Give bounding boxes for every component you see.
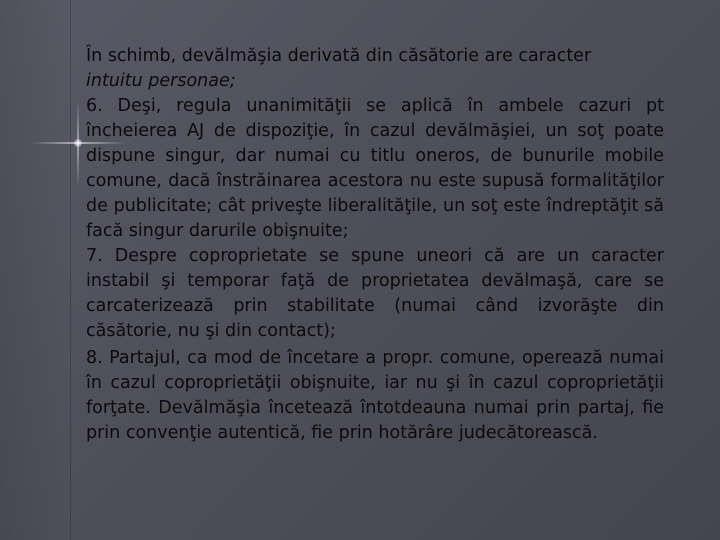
point-6-paragraph: 6. Deşi, regula unanimităţii se aplică în ambele cazuri pt încheierea AJ de dispoziţie, în cazul devălmăşiei, un soţ poate dispune singur, dar numai cu titlu oneros, de bunurile mobile comune, dacă înstrăinarea acestora nu este supusă formalităţilor de publicitate; cât priveşte liberalităţile, un soţ este îndreptăţit să facă singur darurile obişnuite; — [86, 96, 664, 241]
left-stripe-line — [70, 0, 71, 540]
intro-italic-phrase: intuitu personae; — [86, 71, 236, 91]
intro-line: În schimb, devălmăşia derivată din căsătorie are caracter — [86, 46, 592, 66]
intro-paragraph — [86, 44, 664, 94]
point-8-paragraph: 8. Partajul, ca mod de încetare a propr. comune, operează numai în cazul coproprietăţii obişnuite, iar nu şi în cazul coproprietăţii forţate. Devălmăşia încetează întotdeauna numai prin partaj, fie prin convenţie autentică, fie prin hotărâre judecătorească. — [86, 348, 664, 443]
sparkle-icon — [74, 139, 82, 147]
left-stripe-band — [0, 0, 70, 540]
slide-body-text — [86, 44, 664, 446]
point-7-paragraph: 7. Despre coproprietate se spune uneori că are un caracter instabil şi temporar faţă de proprietatea devălmaşă, care se carcaterizează prin stabilitate (numai când izvorăşte din căsătorie, nu şi din contact); — [86, 246, 664, 341]
